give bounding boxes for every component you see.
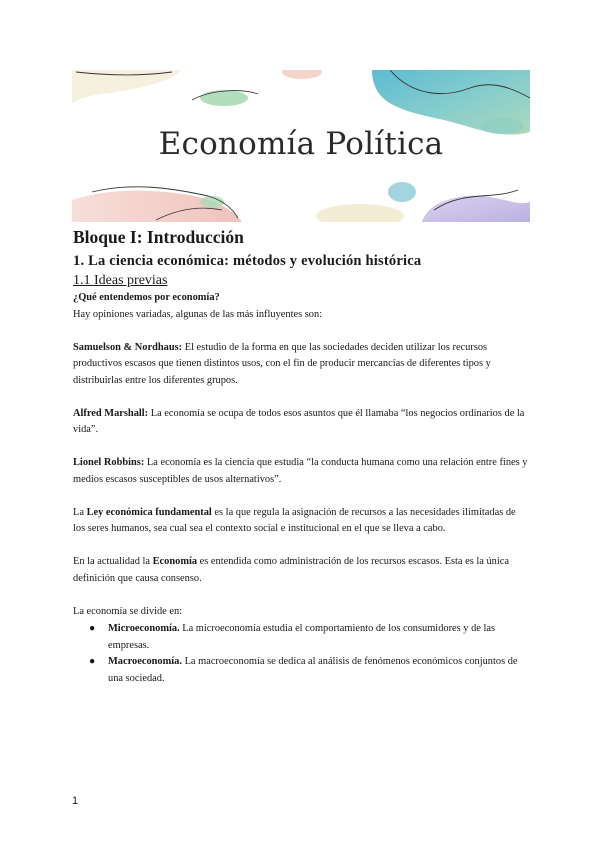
definition-text: La economía se ocupa de todos esos asuntos que él llamaba “los negocios ordinarios de la vida”. bbox=[73, 407, 525, 435]
block-heading: Bloque I: Introducción bbox=[73, 227, 244, 247]
consensus-post: es entendida como administración de los recursos escasos. Esta es la única definición que causa consenso. bbox=[73, 556, 509, 584]
bullet-icon: ● bbox=[89, 623, 96, 634]
definition-robbins bbox=[73, 455, 528, 488]
divides-lead: La economía se divide en: bbox=[73, 605, 183, 617]
law-term: Ley económica fundamental bbox=[86, 506, 212, 518]
definition-samuelson bbox=[73, 340, 528, 390]
header-banner bbox=[72, 70, 530, 222]
consensus-term: Economía bbox=[152, 556, 198, 567]
fundamental-law-paragraph bbox=[73, 505, 528, 538]
bullet-icon: ● bbox=[89, 656, 96, 667]
definition-author: Samuelson & Nordhaus: bbox=[73, 341, 183, 353]
consensus-pre: En la actualidad la bbox=[73, 556, 153, 567]
law-pre: La bbox=[73, 506, 87, 518]
subsection-heading: 1.1 Ideas previas bbox=[73, 273, 168, 288]
list-item bbox=[73, 621, 528, 654]
section-heading: 1. La ciencia económica: métodos y evolución histórica bbox=[73, 253, 422, 269]
list-text: La macroeconomía se dedica al análisis de fenómenos económicos conjuntos de una sociedad. bbox=[108, 656, 518, 684]
list-item bbox=[73, 654, 528, 687]
consensus-paragraph bbox=[73, 554, 528, 587]
list-text: La microeconomía estudia el comportamiento de los consumidores y de las empresas. bbox=[108, 623, 496, 651]
divides-list bbox=[73, 621, 528, 687]
list-term: Microeconomía. bbox=[108, 623, 180, 634]
page-number: 1 bbox=[72, 795, 79, 807]
definition-author: Alfred Marshall: bbox=[73, 407, 149, 419]
document-body bbox=[73, 226, 528, 687]
definition-text: El estudio de la forma en que las sociedades deciden utilizar los recursos productivos escasos que tienen distintos usos, con el fin de producir mercancías de diferentes tipos y distribuirlas entre los diferentes grupos. bbox=[73, 341, 491, 386]
law-post: es la que regula la asignación de recursos a las necesidades ilimitadas de los seres humanos, sea cual sea el contexto social e institucional en el que se lleva a cabo. bbox=[73, 506, 516, 534]
definition-author: Lionel Robbins: bbox=[73, 457, 145, 468]
intro-lead: Hay opiniones variadas, algunas de las más influyentes son: bbox=[73, 308, 323, 320]
list-term: Macroeconomía. bbox=[108, 656, 182, 667]
intro-question: ¿Qué entendemos por economía? bbox=[73, 292, 220, 303]
definition-text: La economía es la ciencia que estudia “la conducta humana como una relación entre fines y medios escasos susceptibles de usos alternativos”. bbox=[73, 457, 528, 485]
definition-marshall bbox=[73, 406, 528, 439]
banner-title: Economía Política bbox=[158, 126, 444, 162]
